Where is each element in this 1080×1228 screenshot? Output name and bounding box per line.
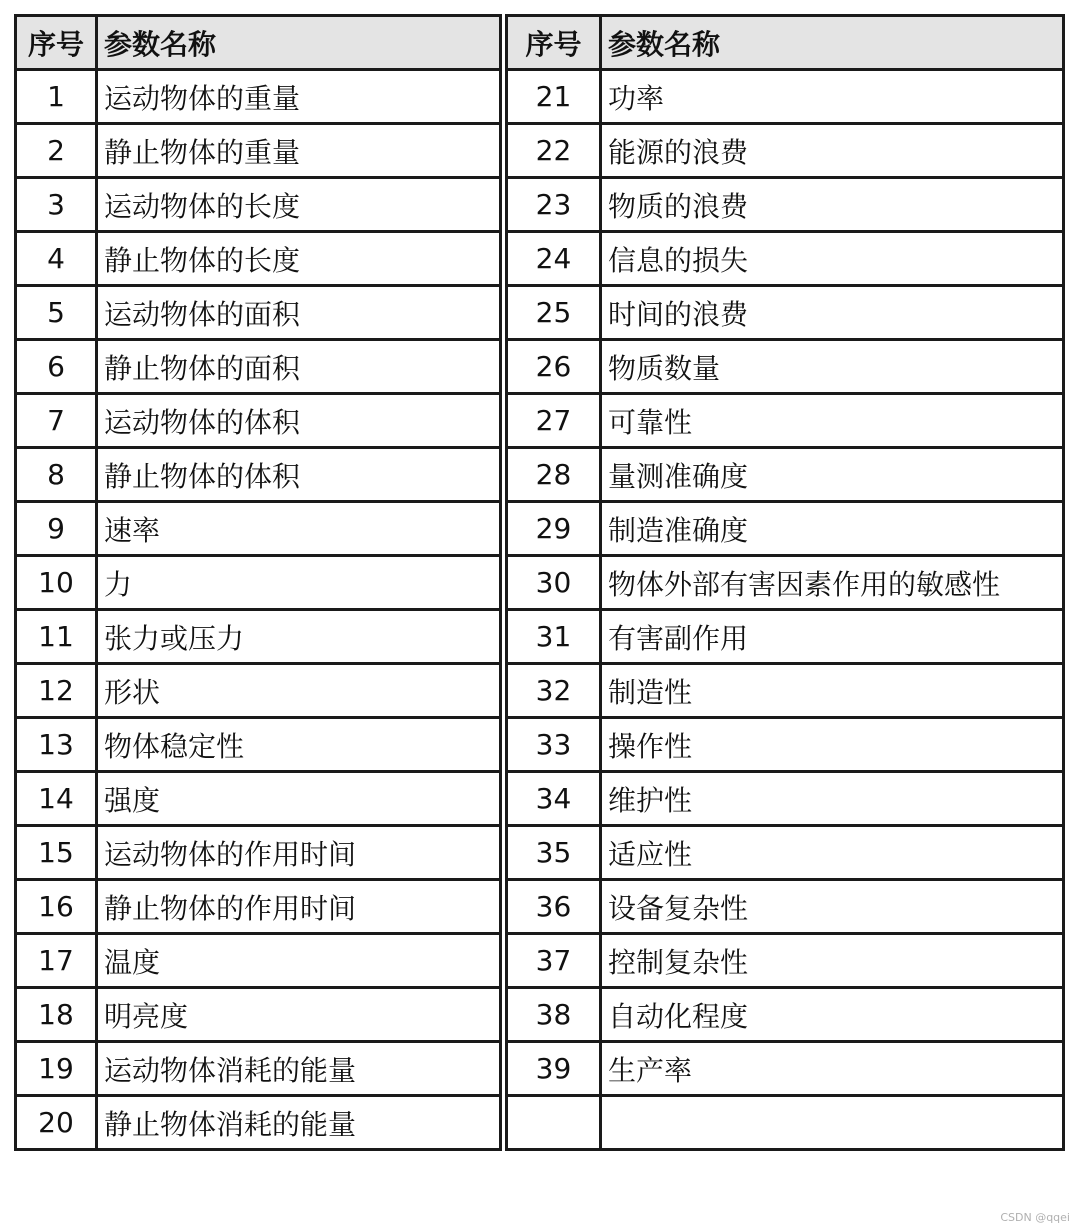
table-row — [507, 664, 1064, 718]
row-param-name: 物体外部有害因素作用的敏感性 — [601, 556, 1064, 610]
table-row — [507, 1096, 1064, 1150]
row-param-name: 时间的浪费 — [601, 286, 1064, 340]
table-row — [16, 556, 501, 610]
table-row — [507, 502, 1064, 556]
row-param-name: 静止物体的体积 — [97, 448, 501, 502]
table-row — [507, 610, 1064, 664]
header-param-name: 参数名称 — [97, 16, 501, 70]
row-param-name: 运动物体的体积 — [97, 394, 501, 448]
watermark: CSDN @qqei — [1000, 1211, 1070, 1224]
row-number: 23 — [507, 178, 601, 232]
row-param-name: 强度 — [97, 772, 501, 826]
table-row — [16, 286, 501, 340]
row-param-name: 运动物体的作用时间 — [97, 826, 501, 880]
row-number: 14 — [16, 772, 97, 826]
row-param-name: 物质的浪费 — [601, 178, 1064, 232]
table-header-row — [507, 16, 1064, 70]
row-param-name: 静止物体的作用时间 — [97, 880, 501, 934]
row-param-name: 维护性 — [601, 772, 1064, 826]
table-row — [507, 394, 1064, 448]
table-row — [507, 178, 1064, 232]
table-row — [16, 610, 501, 664]
row-number: 13 — [16, 718, 97, 772]
row-number: 17 — [16, 934, 97, 988]
table-row — [507, 70, 1064, 124]
row-param-name: 物体稳定性 — [97, 718, 501, 772]
row-param-name: 量测准确度 — [601, 448, 1064, 502]
row-number: 9 — [16, 502, 97, 556]
row-number: 12 — [16, 664, 97, 718]
table-row — [16, 448, 501, 502]
row-number: 29 — [507, 502, 601, 556]
table-row — [507, 988, 1064, 1042]
row-param-name: 运动物体消耗的能量 — [97, 1042, 501, 1096]
row-number: 18 — [16, 988, 97, 1042]
row-param-name: 自动化程度 — [601, 988, 1064, 1042]
row-number: 34 — [507, 772, 601, 826]
table-row — [507, 826, 1064, 880]
row-number: 36 — [507, 880, 601, 934]
table-row — [16, 934, 501, 988]
row-param-name: 适应性 — [601, 826, 1064, 880]
row-param-name: 操作性 — [601, 718, 1064, 772]
table-row — [16, 124, 501, 178]
row-param-name: 制造准确度 — [601, 502, 1064, 556]
table-row — [507, 880, 1064, 934]
table-header-row — [16, 16, 501, 70]
header-param-name: 参数名称 — [601, 16, 1064, 70]
table-row — [16, 178, 501, 232]
row-number: 21 — [507, 70, 601, 124]
table-row — [507, 556, 1064, 610]
table-row — [16, 340, 501, 394]
row-number: 6 — [16, 340, 97, 394]
table-row — [16, 988, 501, 1042]
row-number: 24 — [507, 232, 601, 286]
row-param-name — [601, 1096, 1064, 1150]
row-number: 28 — [507, 448, 601, 502]
row-param-name: 能源的浪费 — [601, 124, 1064, 178]
row-number — [507, 1096, 601, 1150]
row-number: 26 — [507, 340, 601, 394]
row-number: 31 — [507, 610, 601, 664]
row-param-name: 张力或压力 — [97, 610, 501, 664]
table-row — [16, 1042, 501, 1096]
row-number: 7 — [16, 394, 97, 448]
row-number: 37 — [507, 934, 601, 988]
row-param-name: 速率 — [97, 502, 501, 556]
row-param-name: 形状 — [97, 664, 501, 718]
header-number: 序号 — [16, 16, 97, 70]
row-number: 16 — [16, 880, 97, 934]
row-param-name: 静止物体的面积 — [97, 340, 501, 394]
row-number: 33 — [507, 718, 601, 772]
row-param-name: 力 — [97, 556, 501, 610]
table-row — [16, 664, 501, 718]
row-number: 5 — [16, 286, 97, 340]
row-number: 20 — [16, 1096, 97, 1150]
row-number: 30 — [507, 556, 601, 610]
row-param-name: 制造性 — [601, 664, 1064, 718]
row-number: 27 — [507, 394, 601, 448]
table-row — [507, 232, 1064, 286]
table-row — [507, 934, 1064, 988]
table-row — [16, 70, 501, 124]
table-row — [16, 772, 501, 826]
row-number: 22 — [507, 124, 601, 178]
parameter-table-left — [14, 14, 502, 1151]
row-number: 32 — [507, 664, 601, 718]
table-row — [507, 718, 1064, 772]
row-number: 11 — [16, 610, 97, 664]
row-param-name: 生产率 — [601, 1042, 1064, 1096]
row-number: 8 — [16, 448, 97, 502]
row-number: 39 — [507, 1042, 601, 1096]
row-param-name: 运动物体的面积 — [97, 286, 501, 340]
row-param-name: 运动物体的重量 — [97, 70, 501, 124]
row-param-name: 物质数量 — [601, 340, 1064, 394]
row-param-name: 控制复杂性 — [601, 934, 1064, 988]
row-param-name: 静止物体的重量 — [97, 124, 501, 178]
row-param-name: 明亮度 — [97, 988, 501, 1042]
row-param-name: 运动物体的长度 — [97, 178, 501, 232]
row-param-name: 有害副作用 — [601, 610, 1064, 664]
row-param-name: 信息的损失 — [601, 232, 1064, 286]
row-number: 38 — [507, 988, 601, 1042]
row-number: 4 — [16, 232, 97, 286]
row-number: 1 — [16, 70, 97, 124]
row-number: 25 — [507, 286, 601, 340]
table-row — [16, 394, 501, 448]
row-number: 35 — [507, 826, 601, 880]
header-number: 序号 — [507, 16, 601, 70]
row-param-name: 可靠性 — [601, 394, 1064, 448]
row-param-name: 温度 — [97, 934, 501, 988]
row-param-name: 静止物体消耗的能量 — [97, 1096, 501, 1150]
table-row — [507, 124, 1064, 178]
row-number: 19 — [16, 1042, 97, 1096]
table-row — [16, 880, 501, 934]
table-row — [16, 718, 501, 772]
table-row — [507, 448, 1064, 502]
table-row — [16, 232, 501, 286]
row-param-name: 功率 — [601, 70, 1064, 124]
table-row — [507, 772, 1064, 826]
table-body-right — [507, 70, 1064, 1150]
table-body-left — [16, 70, 501, 1150]
table-row — [16, 502, 501, 556]
row-number: 2 — [16, 124, 97, 178]
row-param-name: 设备复杂性 — [601, 880, 1064, 934]
row-param-name: 静止物体的长度 — [97, 232, 501, 286]
table-row — [16, 826, 501, 880]
parameter-table-right — [505, 14, 1065, 1151]
row-number: 3 — [16, 178, 97, 232]
row-number: 10 — [16, 556, 97, 610]
table-row — [507, 286, 1064, 340]
table-row — [507, 1042, 1064, 1096]
table-row — [507, 340, 1064, 394]
table-row — [16, 1096, 501, 1150]
row-number: 15 — [16, 826, 97, 880]
